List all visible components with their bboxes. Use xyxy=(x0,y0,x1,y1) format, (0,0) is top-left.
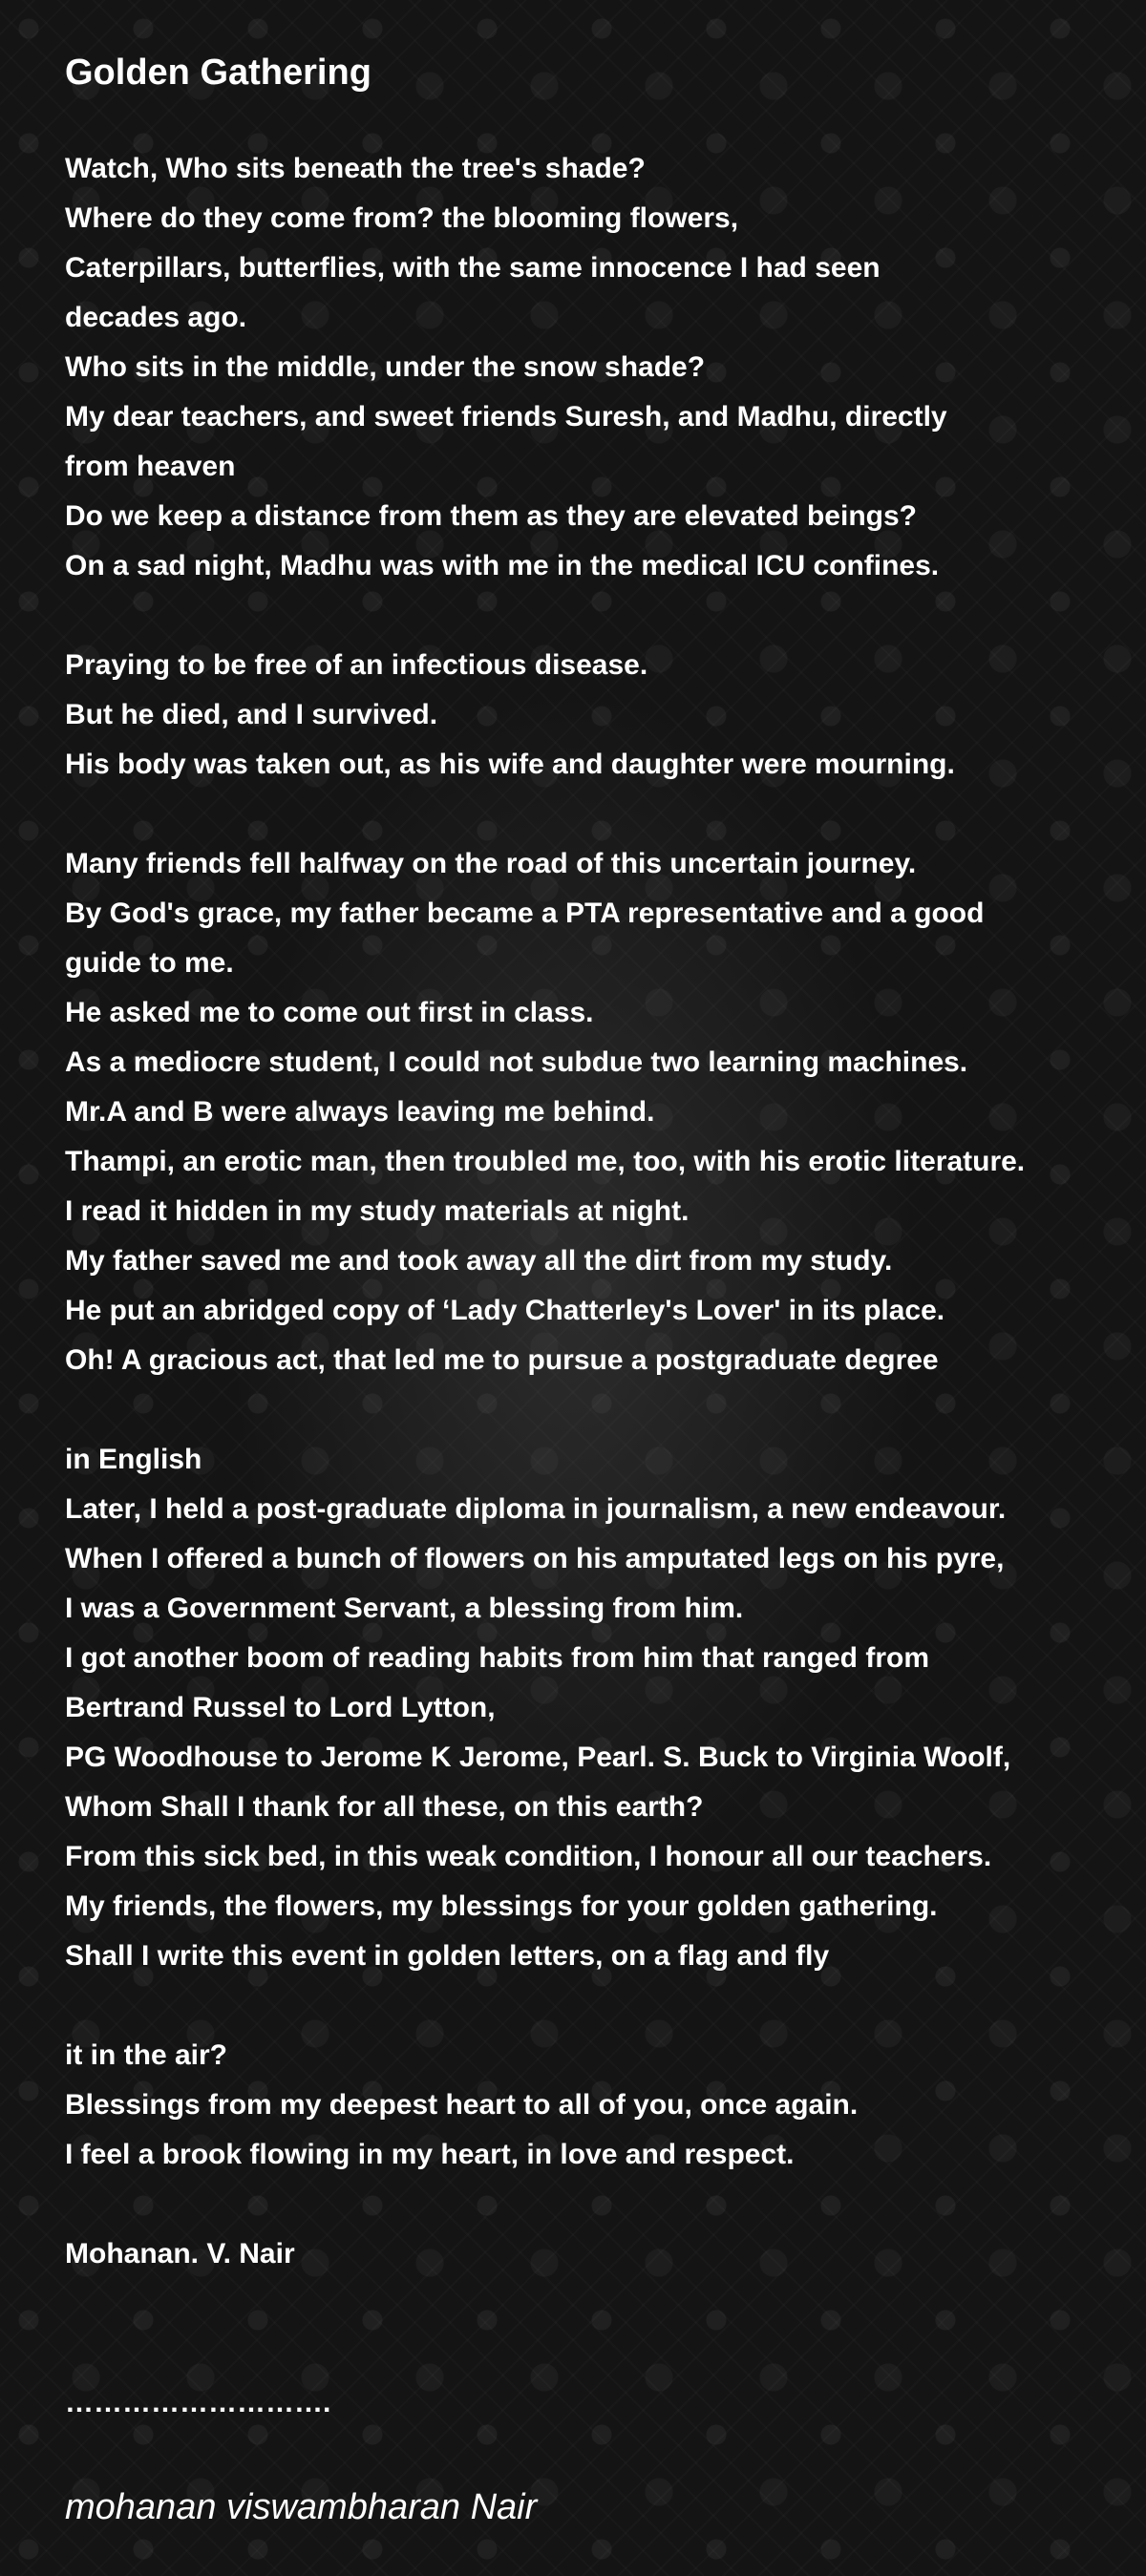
poem-line: But he died, and I survived. xyxy=(65,699,438,730)
poem-line: His body was taken out, as his wife and daughter were mourning. xyxy=(65,749,955,780)
poem-body xyxy=(65,144,1125,2428)
poem-line: I feel a brook flowing in my heart, in love and respect. xyxy=(65,2139,795,2170)
poem-line: Praying to be free of an infectious disease. xyxy=(65,649,648,681)
stanza-break xyxy=(65,790,1125,839)
poem-line: Mr.A and B were always leaving me behind. xyxy=(65,1096,655,1128)
poem-line: From this sick bed, in this weak condition, I honour all our teachers. xyxy=(65,1841,992,1872)
poem-line: guide to me. xyxy=(65,947,234,979)
poem-line: My friends, the flowers, my blessings for your golden gathering. xyxy=(65,1890,938,1922)
poem-line: Shall I write this event in golden letters, on a flag and fly xyxy=(65,1940,830,1972)
poem-line: On a sad night, Madhu was with me in the medical ICU confines. xyxy=(65,550,940,581)
poem-line: I read it hidden in my study materials at night. xyxy=(65,1195,690,1227)
poem-line: Thampi, an erotic man, then troubled me, too, with his erotic literature. xyxy=(65,1146,1026,1177)
poem-line: Where do they come from? the blooming flowers, xyxy=(65,202,739,234)
poem-line: Blessings from my deepest heart to all of you, once again. xyxy=(65,2089,859,2121)
poem-line: ………………………. xyxy=(65,2387,331,2418)
poem-line: I got another boom of reading habits from him that ranged from xyxy=(65,1642,930,1674)
poem-line: in English xyxy=(65,1444,202,1475)
stanza-break xyxy=(65,1385,1125,1435)
poem-line: He asked me to come out first in class. xyxy=(65,997,594,1028)
poem-line: My father saved me and took away all the dirt from my study. xyxy=(65,1245,893,1277)
poem-line: By God's grace, my father became a PTA representative and a good xyxy=(65,897,985,929)
poem-line: Many friends fell halfway on the road of this uncertain journey. xyxy=(65,848,917,879)
poem-line: I was a Government Servant, a blessing from him. xyxy=(65,1593,744,1624)
poem-author: mohanan viswambharan Nair xyxy=(65,2487,538,2527)
poem-line: My dear teachers, and sweet friends Suresh, and Madhu, directly xyxy=(65,401,947,433)
poem-line: Oh! A gracious act, that led me to pursue a postgraduate degree xyxy=(65,1344,939,1376)
poem-line: Do we keep a distance from them as they are elevated beings? xyxy=(65,500,917,532)
poem-line: When I offered a bunch of flowers on his amputated legs on his pyre, xyxy=(65,1543,1005,1574)
poem-line: Whom Shall I thank for all these, on this earth? xyxy=(65,1791,704,1823)
poem-line: Caterpillars, butterflies, with the same innocence I had seen xyxy=(65,252,881,284)
poem-line: As a mediocre student, I could not subdue two learning machines. xyxy=(65,1046,968,1078)
stanza-break xyxy=(65,1981,1125,2031)
poem-line: Who sits in the middle, under the snow shade? xyxy=(65,351,706,383)
stanza-break xyxy=(65,2180,1125,2229)
poem-line: it in the air? xyxy=(65,2039,228,2071)
poem-line: He put an abridged copy of ‘Lady Chatterley's Lover' in its place. xyxy=(65,1295,945,1326)
poem-line: Bertrand Russel to Lord Lytton, xyxy=(65,1692,496,1723)
poem-line: from heaven xyxy=(65,451,236,482)
poem-title: Golden Gathering xyxy=(65,53,371,93)
poem-line: decades ago. xyxy=(65,302,247,333)
poem-line: Mohanan. V. Nair xyxy=(65,2238,295,2270)
stanza-break xyxy=(65,2329,1125,2378)
poem-line: PG Woodhouse to Jerome K Jerome, Pearl. S. Buck to Virginia Woolf, xyxy=(65,1742,1011,1773)
poem-line: Watch, Who sits beneath the tree's shade? xyxy=(65,153,646,184)
stanza-break xyxy=(65,2279,1125,2329)
stanza-break xyxy=(65,591,1125,641)
poem-line: Later, I held a post-graduate diploma in journalism, a new endeavour. xyxy=(65,1493,1007,1525)
